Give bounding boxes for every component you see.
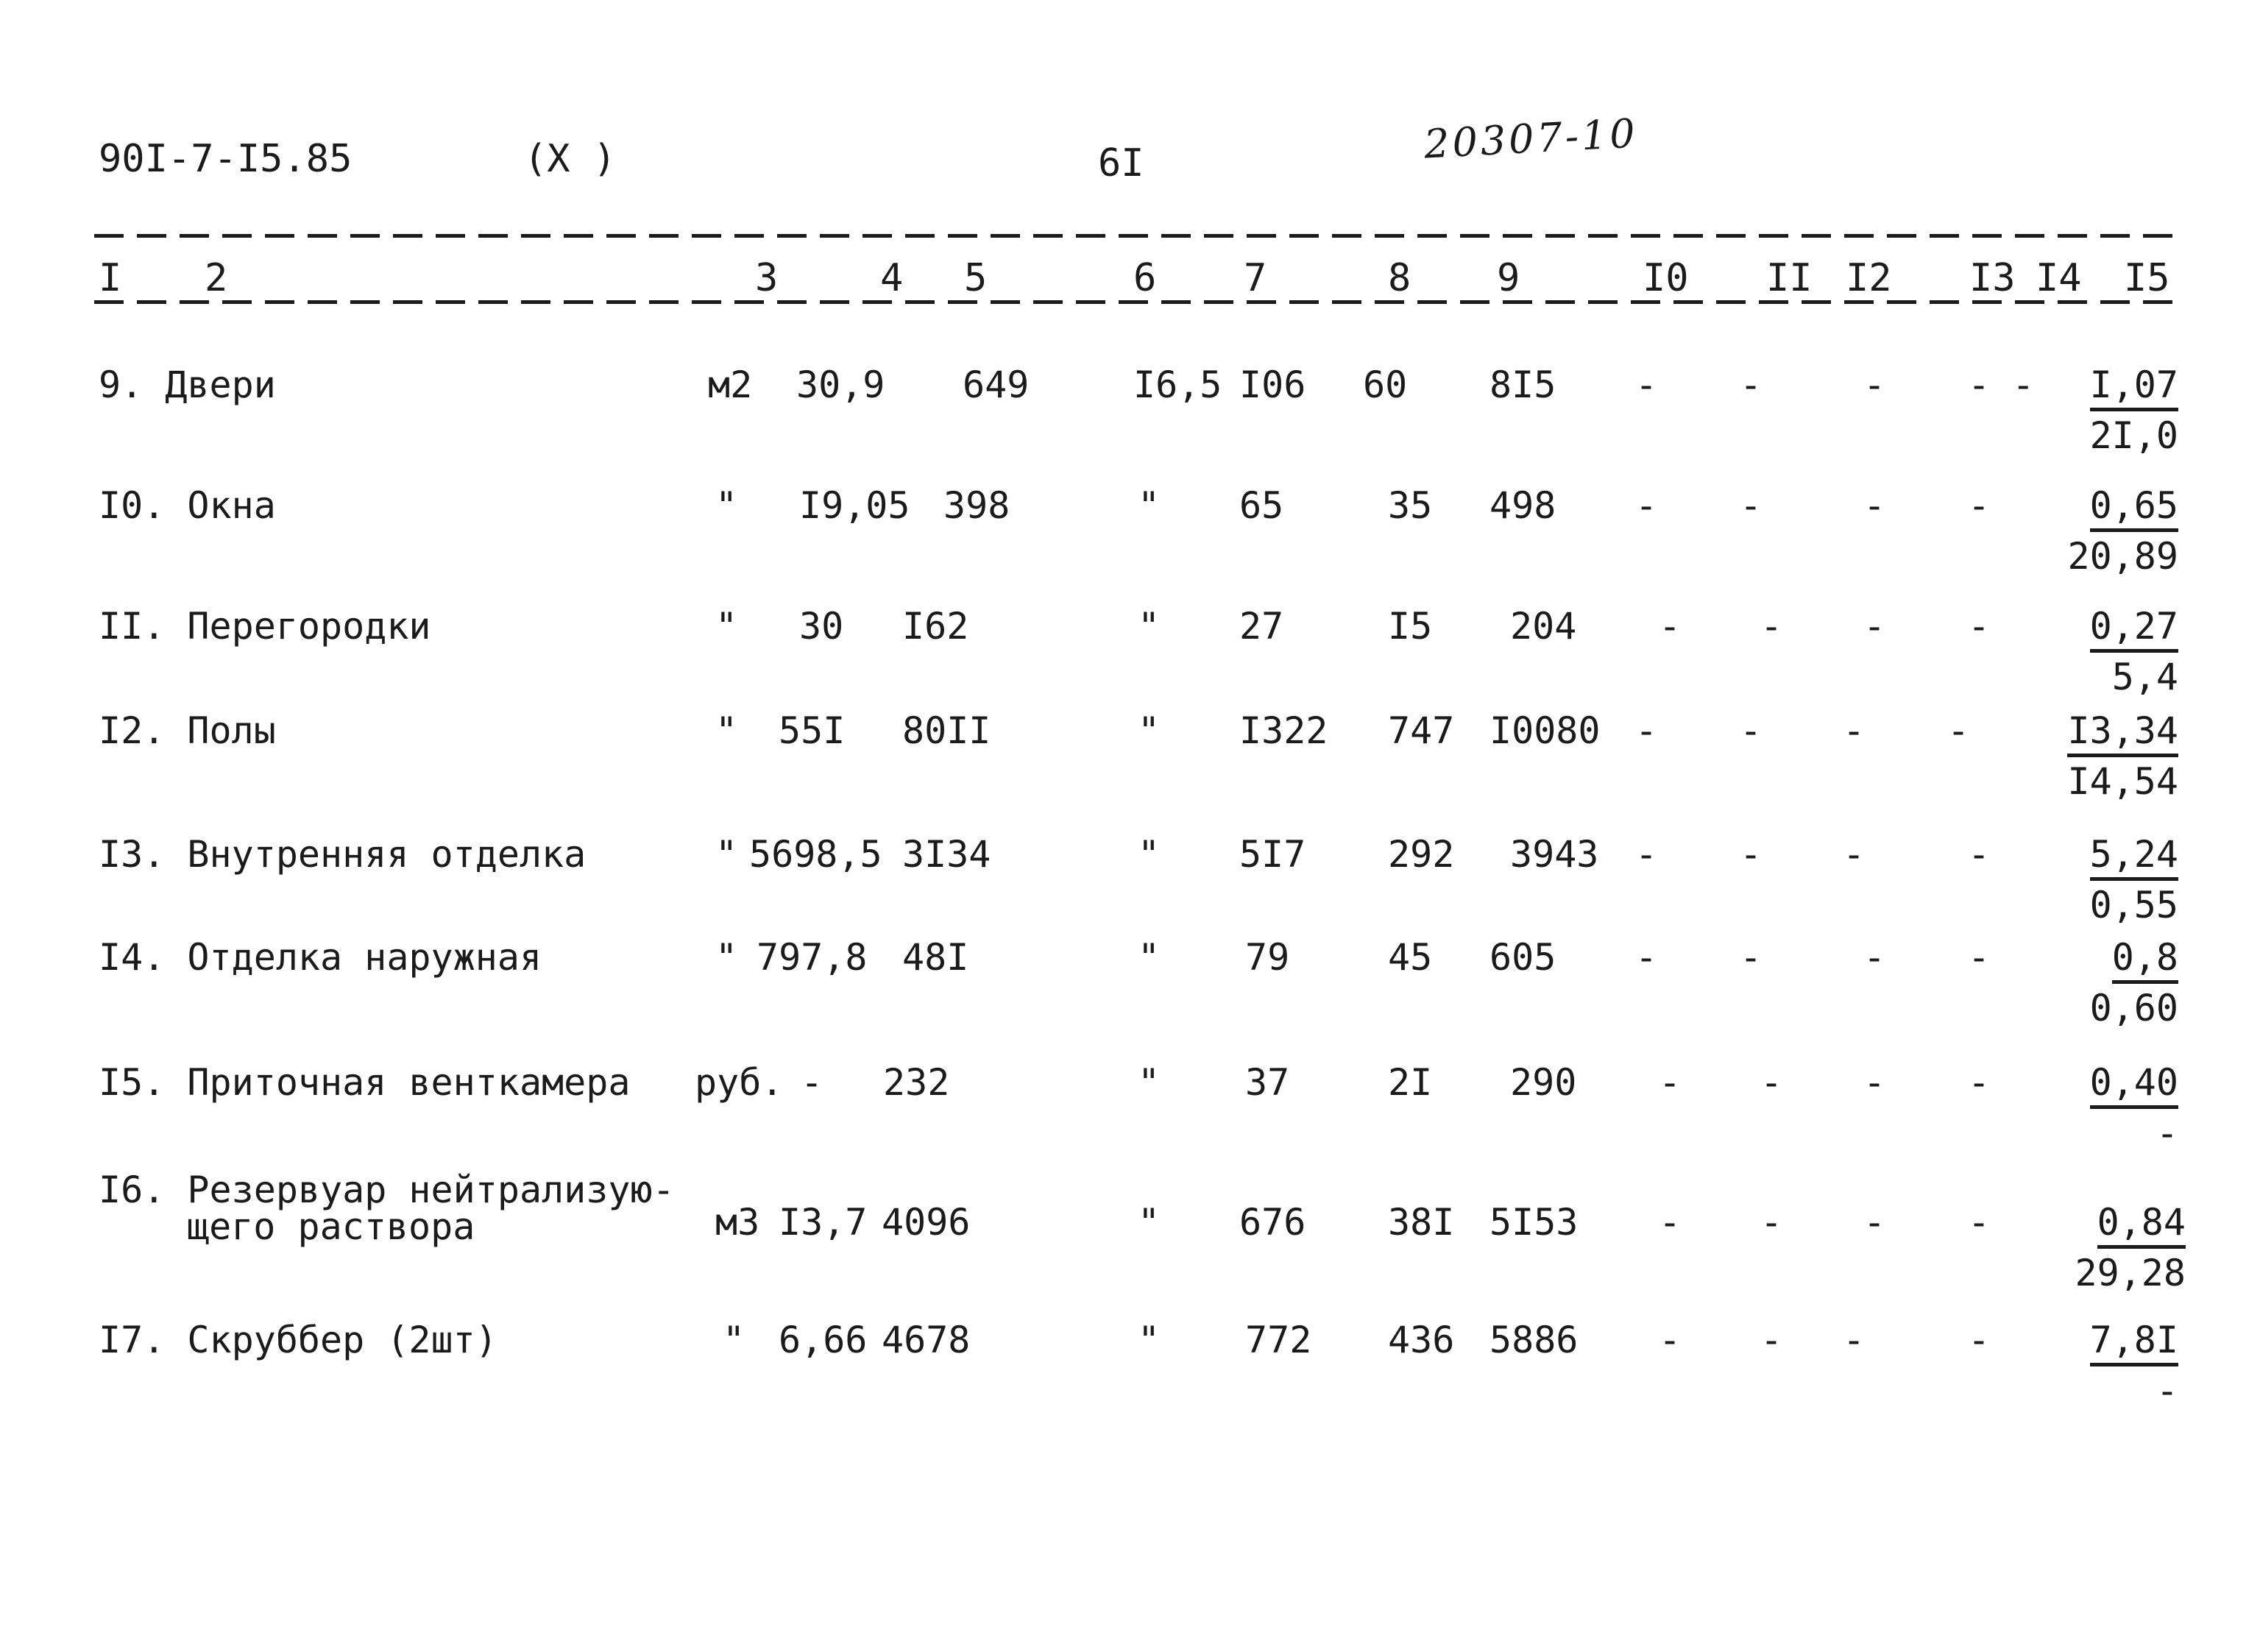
row-c5: 4096 [882,1201,971,1244]
document-code: 90I-7-I5.85 [99,137,353,181]
column-header: 9 [1497,256,1520,300]
volume-label: (X ) [524,137,617,181]
column-header: 5 [964,256,988,300]
top-dashed-rule [94,234,2184,238]
row-c11: - [1740,936,1763,979]
fraction-numerator: 0,27 [2090,608,2178,653]
row-c7: 772 [1245,1319,1312,1361]
row-fraction [2038,1061,2178,1155]
column-header: 3 [755,256,779,300]
table-row [0,1169,2260,1294]
row-c8: 292 [1388,833,1455,876]
row-c9: 498 [1489,484,1556,527]
row-c12: - [1863,364,1886,406]
row-c5: I62 [902,605,969,648]
row-unit: м3 [715,1201,760,1244]
row-c5: 398 [943,484,1010,527]
row-c8: 60 [1363,364,1408,406]
row-unit: " [715,709,738,752]
row-name: I0. Окна [99,484,276,527]
row-name: I5. Приточная венткамера [99,1061,631,1104]
row-c11: - [1760,1319,1783,1361]
row-c12: - [1863,605,1886,648]
row-name-continuation: щего раствора [187,1205,475,1248]
row-c10: - [1659,1061,1682,1104]
column-header: 6 [1133,256,1157,300]
page-number: 6I [1098,141,1144,185]
row-c5: 48I [902,936,969,979]
fraction-denominator: 0,60 [2089,987,2178,1029]
row-c5: 80II [902,709,991,752]
row-name: 9. Двери [99,364,276,406]
row-unit: руб. [695,1061,784,1104]
row-c11: - [1760,1201,1783,1244]
row-c12: - [1863,1061,1886,1104]
row-c10: - [1635,484,1658,527]
row-unit: " [715,605,738,648]
fraction-denominator: - [2155,1369,2178,1412]
row-c9: 605 [1489,936,1556,979]
row-c13: - - [1968,364,2035,406]
row-c12: - [1843,1319,1866,1361]
row-unit: " [715,936,738,979]
table-row [0,1319,2260,1439]
row-unit: м2 [708,364,753,406]
row-c6: " [1138,833,1161,876]
row-c13: - [1968,833,1991,876]
row-c7: 27 [1239,605,1284,648]
row-c13: - [1968,484,1991,527]
row-c4: 55I [779,709,846,752]
row-c13: - [1968,605,1991,648]
row-c9: 5886 [1489,1319,1579,1361]
row-c10: - [1635,709,1658,752]
row-c9: 3943 [1510,833,1599,876]
fraction-denominator: 29,28 [2075,1252,2186,1294]
row-c12: - [1863,484,1886,527]
fraction-denominator: 0,55 [2089,884,2178,926]
fraction-numerator: 5,24 [2090,836,2178,881]
row-c12: - [1863,1201,1886,1244]
row-c7: 79 [1245,936,1290,979]
row-c13: - [1968,936,1991,979]
row-c7: I06 [1239,364,1306,406]
column-header: 8 [1388,256,1411,300]
fraction-denominator: 20,89 [2067,535,2178,578]
row-c13: - [1968,1201,1991,1244]
row-c5: 4678 [882,1319,971,1361]
fraction-numerator: 0,8 [2112,939,2178,984]
fraction-denominator: I4,54 [2067,760,2178,803]
fraction-denominator: - [2155,1112,2178,1155]
row-c12: - [1863,936,1886,979]
table-row [0,936,2260,1057]
row-c11: - [1740,364,1763,406]
row-c4: I9,05 [799,484,910,527]
row-c12: - [1843,833,1866,876]
row-c8: 436 [1388,1319,1455,1361]
column-header: 7 [1244,256,1267,300]
row-c6: " [1138,709,1161,752]
row-c5: 232 [883,1061,950,1104]
row-c9: 8I5 [1489,364,1556,406]
row-c9: 5I53 [1489,1201,1579,1244]
row-c6: " [1138,1061,1161,1104]
row-c12: - [1843,709,1866,752]
row-c11: - [1740,484,1763,527]
table-row [0,484,2260,605]
column-header: II [1766,256,1813,300]
row-c4: 30,9 [796,364,885,406]
row-unit: " [715,484,738,527]
row-fraction [2038,605,2178,698]
row-c8: 35 [1388,484,1433,527]
row-fraction [2038,1319,2178,1412]
fraction-numerator: I,07 [2090,366,2178,411]
fraction-numerator: I3,34 [2067,712,2178,757]
column-header: I4 [2036,256,2082,300]
handwritten-number: 20307-10 [1423,110,1640,168]
fraction-denominator: 2I,0 [2089,414,2178,457]
row-c6: " [1138,1319,1161,1361]
row-c10: - [1659,1319,1682,1361]
row-c4: 797,8 [757,936,868,979]
row-c9: 290 [1510,1061,1577,1104]
row-unit: " [723,1319,745,1361]
row-c7: 65 [1239,484,1284,527]
column-header: I3 [1969,256,2016,300]
row-name: I6. Резервуар нейтрализую- [99,1169,675,1211]
row-c10: - [1635,936,1658,979]
fraction-numerator: 7,8I [2090,1322,2178,1366]
row-c8: I5 [1388,605,1433,648]
row-name: I2. Полы [99,709,276,752]
column-header: I5 [2124,256,2170,300]
row-c6: " [1138,484,1161,527]
fraction-numerator: 0,40 [2090,1064,2178,1109]
row-c7: 676 [1239,1201,1306,1244]
column-header: I0 [1643,256,1689,300]
row-c7: 5I7 [1239,833,1306,876]
row-fraction [2038,709,2178,803]
table-row [0,366,2260,484]
row-c6: I6,5 [1133,364,1222,406]
header-dashed-rule [94,300,2184,304]
table-row [0,1061,2260,1182]
row-c5: 649 [963,364,1030,406]
row-fraction [2046,1201,2186,1294]
row-c4: 30 [799,605,844,648]
row-c4: I3,7 [779,1201,868,1244]
row-name: I3. Внутренняя отделка [99,833,587,876]
column-header: 2 [205,256,228,300]
row-name: I7. Скруббер (2шт) [99,1319,497,1361]
row-c7: 37 [1245,1061,1290,1104]
row-c10: - [1659,605,1682,648]
row-c10: - [1635,364,1658,406]
row-c4: 6,66 [779,1319,868,1361]
row-c10: - [1659,1201,1682,1244]
row-fraction [2038,364,2178,457]
row-c6: " [1138,1201,1161,1244]
row-c8: 45 [1388,936,1433,979]
row-c11: - [1740,833,1763,876]
row-fraction [2038,484,2178,578]
column-header: 4 [880,256,904,300]
fraction-denominator: 5,4 [2111,656,2178,698]
row-c11: - [1740,709,1763,752]
row-c11: - [1760,1061,1783,1104]
row-c5: 3I34 [902,833,991,876]
row-c13: - [1947,709,1970,752]
row-c6: " [1138,936,1161,979]
row-c8: 38I [1388,1201,1455,1244]
row-c9: 204 [1510,605,1577,648]
row-c8: 747 [1388,709,1455,752]
row-name: II. Перегородки [99,605,431,648]
table-row [0,605,2260,726]
fraction-numerator: 0,65 [2090,487,2178,532]
column-header: I2 [1846,256,1892,300]
row-c9: I0080 [1489,709,1601,752]
row-c8: 2I [1388,1061,1433,1104]
fraction-numerator: 0,84 [2097,1204,2186,1249]
row-c11: - [1760,605,1783,648]
row-c6: " [1138,605,1161,648]
row-c7: I322 [1239,709,1328,752]
row-unit: " [715,833,738,876]
column-header: I [99,256,122,300]
row-c4: 5698,5 [749,833,882,876]
row-c10: - [1635,833,1658,876]
row-fraction [2038,936,2178,1029]
row-fraction [2038,833,2178,926]
row-c4: - [801,1061,823,1104]
row-c13: - [1968,1061,1991,1104]
row-c13: - [1968,1319,1991,1361]
table-row [0,709,2260,830]
row-name: I4. Отделка наружная [99,936,542,979]
